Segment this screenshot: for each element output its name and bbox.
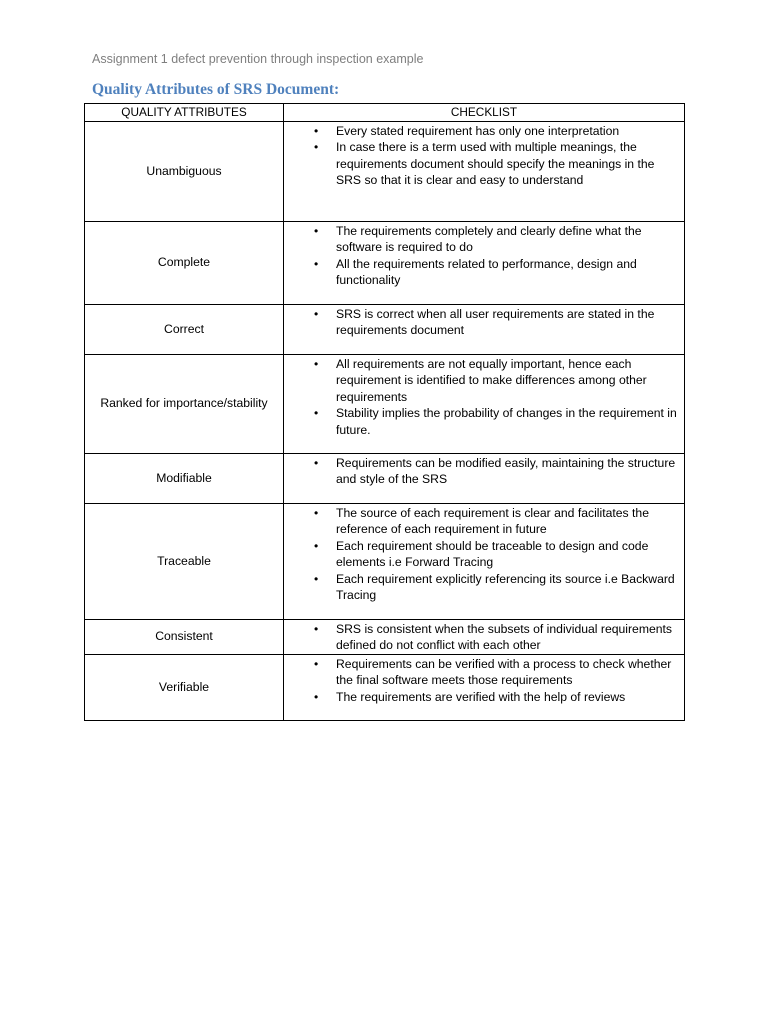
bullet-icon: • [314, 140, 319, 154]
checklist-list [284, 655, 684, 706]
document-heading: Quality Attributes of SRS Document: [92, 81, 340, 98]
attribute-cell: Correct [85, 304, 284, 354]
table-row-traceable [85, 503, 685, 619]
attribute-cell: Complete [85, 221, 284, 304]
bullet-icon: • [314, 538, 319, 553]
table-row-unambiguous [85, 121, 685, 221]
attribute-cell: Unambiguous [85, 121, 284, 221]
checklist-item [314, 571, 680, 604]
bullet-icon: • [314, 123, 319, 138]
bullet-icon: • [314, 689, 319, 704]
checklist-item [314, 405, 680, 438]
attribute-cell: Verifiable [85, 654, 284, 720]
quality-attributes-table [84, 103, 685, 721]
column-header-checklist: CHECKLIST [284, 104, 685, 122]
bullet-icon: • [314, 455, 319, 470]
bullet-icon: • [314, 571, 319, 586]
checklist-item-text: SRS is consistent when the subsets of individual requirements defined do not conflict with each other [336, 621, 673, 652]
checklist-item-text: The requirements are verified with the help of reviews [336, 689, 626, 704]
table-row-consistent [85, 619, 685, 654]
checklist-cell [284, 121, 685, 221]
checklist-item [314, 455, 680, 488]
table-row-verifiable [85, 654, 685, 720]
checklist-list [284, 620, 684, 654]
checklist-item-text: In case there is a term used with multiple meanings, the requirements document should specify the meanings in the SRS so that it is clear and easy to understand [336, 140, 655, 187]
checklist-item-text: All requirements are not equally important, hence each requirement is identified to make differences among other requirements [336, 356, 647, 404]
table-row-ranked [85, 354, 685, 453]
bullet-icon: • [314, 306, 319, 321]
bullet-icon: • [314, 256, 319, 271]
checklist-cell [284, 503, 685, 619]
checklist-item-text: The requirements completely and clearly define what the software is required to do [336, 223, 642, 254]
bullet-icon: • [314, 406, 319, 420]
attribute-cell: Ranked for importance/stability [85, 354, 284, 453]
table-header-row [85, 104, 685, 122]
checklist-item [314, 656, 680, 689]
checklist-item [314, 538, 680, 571]
checklist-item [314, 223, 680, 256]
checklist-item [314, 505, 680, 538]
bullet-icon: • [314, 656, 319, 671]
checklist-cell [284, 453, 685, 503]
checklist-item-text: Each requirement explicitly referencing its source i.e Backward Tracing [336, 571, 675, 602]
checklist-item [314, 306, 680, 339]
checklist-cell [284, 304, 685, 354]
checklist-item [314, 356, 680, 406]
column-header-quality-attributes: QUALITY ATTRIBUTES [85, 104, 284, 122]
table-row-complete [85, 221, 685, 304]
attribute-cell: Traceable [85, 503, 284, 619]
checklist-list [284, 355, 684, 439]
checklist-item-text: Stability implies the probability of changes in the requirement in future. [336, 406, 677, 437]
page-header-note: Assignment 1 defect prevention through inspection example [92, 52, 424, 66]
checklist-list [284, 454, 684, 488]
checklist-item-text: Every stated requirement has only one interpretation [336, 123, 620, 138]
bullet-icon: • [314, 356, 319, 371]
checklist-item-text: Requirements can be modified easily, maintaining the structure and style of the SRS [336, 455, 676, 486]
checklist-cell [284, 354, 685, 453]
attribute-cell: Modifiable [85, 453, 284, 503]
checklist-item [314, 621, 680, 654]
attribute-cell: Consistent [85, 619, 284, 654]
checklist-item-text: Requirements can be verified with a process to check whether the final software meets those requirements [336, 656, 672, 687]
checklist-item [314, 139, 680, 189]
checklist-item-text: The source of each requirement is clear and facilitates the reference of each requirement in future [336, 505, 649, 536]
checklist-cell [284, 221, 685, 304]
checklist-item-text: Each requirement should be traceable to design and code elements i.e Forward Tracing [336, 538, 649, 569]
table-row-correct [85, 304, 685, 354]
checklist-item-text: SRS is correct when all user requirements are stated in the requirements document [336, 306, 655, 337]
bullet-icon: • [314, 505, 319, 520]
checklist-cell [284, 619, 685, 654]
checklist-list [284, 504, 684, 604]
checklist-item [314, 123, 680, 140]
checklist-item-text: All the requirements related to performance, design and functionality [336, 256, 637, 287]
bullet-icon: • [314, 223, 319, 238]
checklist-list [284, 122, 684, 189]
checklist-list [284, 305, 684, 339]
checklist-list [284, 222, 684, 289]
bullet-icon: • [314, 621, 319, 636]
checklist-cell [284, 654, 685, 720]
table-row-modifiable [85, 453, 685, 503]
checklist-item [314, 689, 680, 706]
checklist-item [314, 256, 680, 289]
